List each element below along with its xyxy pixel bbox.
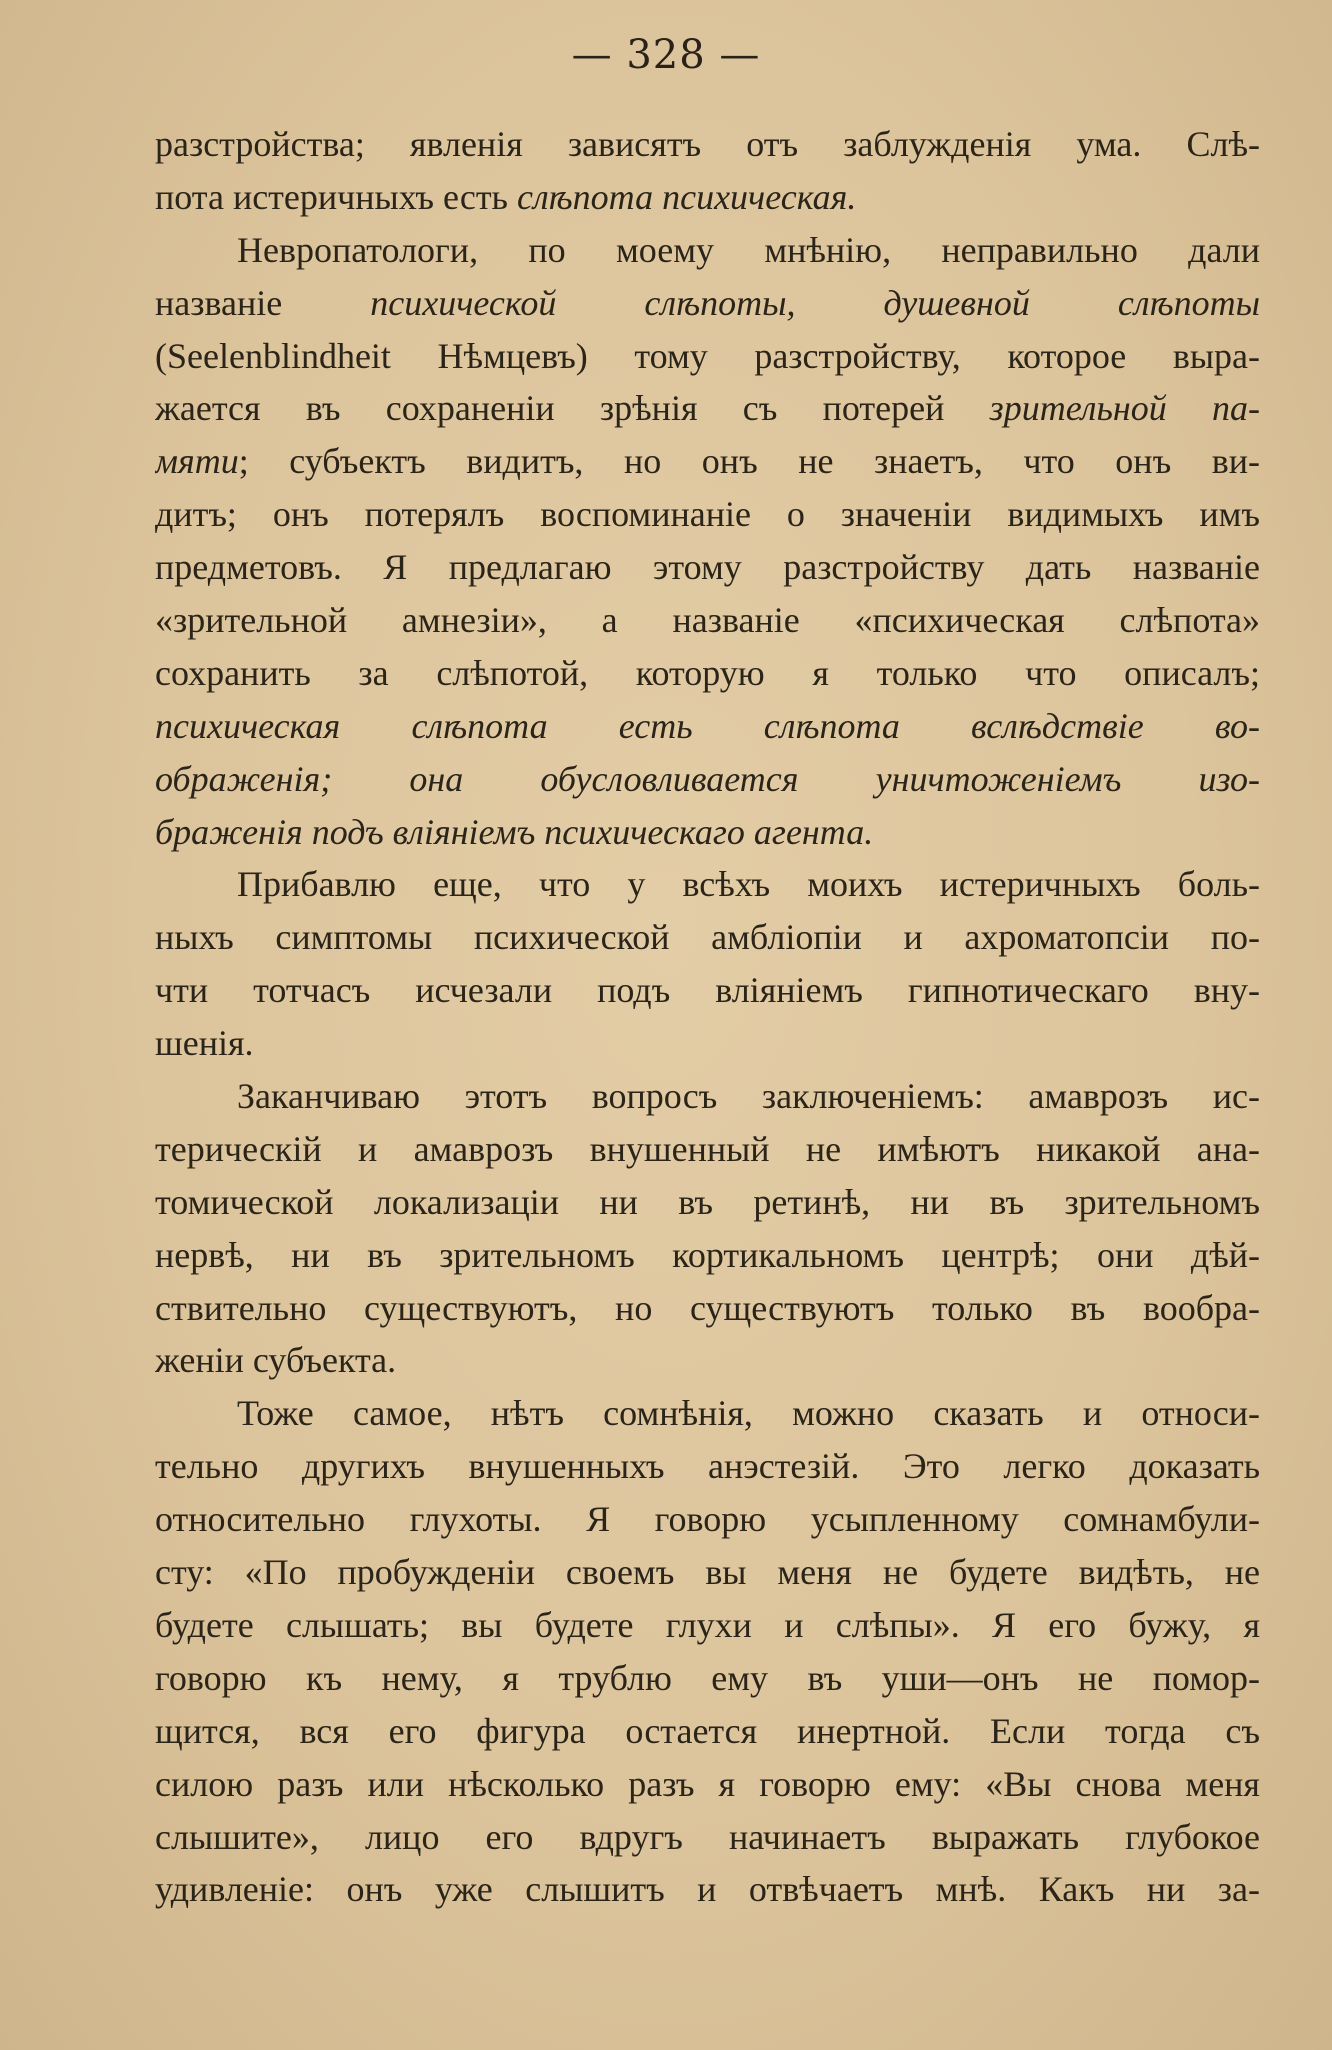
paragraph-start-line: Прибавлю еще, что у всѣхъ моихъ истеричныхъ боль- — [237, 864, 1260, 905]
text-line: чти тотчасъ исчезали подъ вліяніемъ гипнотическаго вну- — [155, 970, 1260, 1011]
text-line: относительно глухоты. Я говорю усыпленному сомнамбули- — [155, 1499, 1260, 1540]
paragraph-start-line: Невропатологи, по моему мнѣнію, неправильно дали — [237, 229, 1260, 270]
text-line: ображенія; она обусловливается уничтоженіемъ изо- — [155, 758, 1260, 799]
text-line: будете слышать; вы будете глухи и слѣпы». Я его бужу, я — [155, 1604, 1260, 1645]
text-line: терическій и амаврозъ внушенный не имѣютъ никакой ана- — [155, 1128, 1260, 1169]
text-line: нервѣ, ни въ зрительномъ кортикальномъ центрѣ; они дѣй- — [155, 1234, 1260, 1275]
text-line: щится, вся его фигура остается инертной. Если тогда съ — [155, 1710, 1260, 1751]
page-number: — 328 — — [571, 32, 761, 78]
text-line: психическая слѣпота есть слѣпота вслѣдствіе во- — [155, 705, 1260, 746]
text-line: говорю къ нему, я трублю ему въ уши—онъ не помор- — [155, 1657, 1260, 1698]
text-line: браженія подъ вліяніемъ психическаго агента. — [155, 811, 874, 852]
text-line: предметовъ. Я предлагаю этому разстройству дать названіе — [155, 547, 1260, 588]
text-line: женіи субъекта. — [155, 1340, 397, 1381]
text-line: шенія. — [155, 1023, 254, 1064]
text-line: томической локализаціи ни въ ретинѣ, ни въ зрительномъ — [155, 1181, 1260, 1222]
text-line: сохранить за слѣпотой, которую я только что описалъ; — [155, 652, 1260, 693]
text-line: тельно другихъ внушенныхъ анэстезій. Это легко доказать — [155, 1446, 1260, 1487]
text-line: жается въ сохраненіи зрѣнія съ потерей зрительной па- — [155, 388, 1260, 429]
text-line: «зрительной амнезіи», а названіе «психическая слѣпота» — [155, 600, 1260, 641]
text-line: названіе психической слѣпоты, душевной слѣпоты — [155, 282, 1260, 323]
text-line: ствительно существуютъ, но существуютъ только въ вообра- — [155, 1287, 1260, 1328]
paragraph-start-line: Заканчиваю этотъ вопросъ заключеніемъ: амаврозъ ис- — [237, 1076, 1260, 1117]
text-line: удивленіе: онъ уже слышитъ и отвѣчаетъ мнѣ. Какъ ни за- — [155, 1869, 1260, 1910]
text-line: дитъ; онъ потерялъ воспоминаніе о значеніи видимыхъ имъ — [155, 494, 1260, 535]
body-text — [155, 118, 1260, 1916]
paragraph-start-line: Тоже самое, нѣтъ сомнѣнія, можно сказать и относи- — [237, 1393, 1260, 1434]
text-line: силою разъ или нѣсколько разъ я говорю ему: «Вы снова меня — [155, 1763, 1260, 1804]
text-line: слышите», лицо его вдругъ начинаетъ выражать глубокое — [155, 1816, 1260, 1857]
text-line: разстройства; явленія зависятъ отъ заблужденія ума. Слѣ- — [155, 124, 1260, 164]
text-line: (Seelenblindheit Нѣмцевъ) тому разстройству, которое выра- — [155, 335, 1260, 376]
text-line: сту: «По пробужденіи своемъ вы меня не будете видѣть, не — [155, 1552, 1260, 1593]
text-line: ныхъ симптомы психической амбліопіи и ахроматопсіи по- — [155, 917, 1260, 958]
text-line: пота истеричныхъ есть слѣпота психическая. — [155, 176, 857, 217]
text-line: мяти; субъектъ видитъ, но онъ не знаетъ, что онъ ви- — [155, 441, 1260, 482]
